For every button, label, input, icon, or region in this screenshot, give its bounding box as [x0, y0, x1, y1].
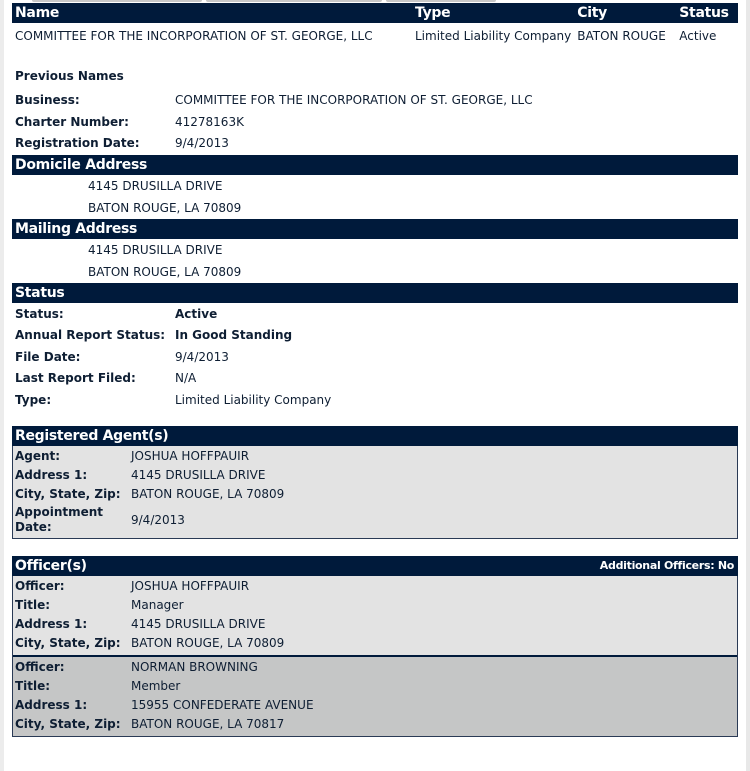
field-label: Title: [15, 598, 51, 612]
mailing-address-header: Mailing Address [12, 219, 738, 239]
field-row [12, 133, 738, 155]
field-row [13, 447, 737, 466]
address-line-2: BATON ROUGE, LA 70809 [88, 264, 242, 279]
field-value: 9/4/2013 [131, 512, 185, 527]
previous-names-title: Previous Names [15, 69, 124, 83]
previous-names-section [12, 90, 738, 155]
field-value: BATON ROUGE, LA 70809 [131, 636, 285, 650]
officer-entry [13, 655, 737, 736]
domicile-address-header: Domicile Address [12, 155, 738, 175]
officers-header [12, 556, 738, 576]
field-row [13, 715, 737, 734]
officers-box [12, 576, 738, 737]
registered-agents-box [12, 446, 738, 539]
field-label: Type: [15, 392, 52, 407]
business-detail-page [4, 0, 746, 771]
column-header-type: Type [412, 3, 574, 23]
field-row [12, 325, 738, 347]
registered-agents-header: Registered Agent(s) [12, 426, 738, 446]
field-row [12, 112, 738, 134]
field-value: 9/4/2013 [175, 136, 229, 150]
field-label: Appointment Date: [15, 505, 104, 534]
cut-off-button[interactable] [386, 0, 496, 2]
field-row [13, 658, 737, 677]
status-value: Active [175, 306, 218, 321]
address-line-2: BATON ROUGE, LA 70809 [88, 200, 242, 215]
field-label: Registration Date: [15, 136, 140, 150]
additional-officers-indicator: Additional Officers: No [599, 559, 734, 572]
officer-name: JOSHUA HOFFPAUIR [131, 579, 250, 593]
address-line-1: 4145 DRUSILLA DRIVE [88, 178, 223, 193]
field-label: City, State, Zip: [15, 636, 121, 650]
field-row [13, 577, 737, 596]
field-value: N/A [175, 371, 197, 385]
annual-report-status-value: In Good Standing [175, 328, 293, 342]
officer-entry [13, 576, 737, 655]
field-row [13, 596, 737, 615]
field-label: Officer: [15, 660, 65, 674]
field-value: COMMITTEE FOR THE INCORPORATION OF ST. GEORGE, LLC [175, 93, 533, 107]
field-row [13, 677, 737, 696]
agent-name: JOSHUA HOFFPAUIR [131, 449, 250, 463]
field-value: BATON ROUGE, LA 70817 [131, 717, 285, 731]
field-label: Status: [15, 306, 64, 321]
field-label: File Date: [15, 349, 81, 364]
status-section [12, 304, 738, 412]
field-value: Limited Liability Company [175, 392, 332, 407]
business-city: BATON ROUGE [577, 29, 666, 43]
field-value: BATON ROUGE, LA 70809 [131, 487, 285, 501]
field-label: Address 1: [15, 468, 88, 482]
field-label: Agent: [15, 449, 61, 463]
address-line-1: 4145 DRUSILLA DRIVE [88, 242, 223, 257]
field-label: Address 1: [15, 617, 88, 631]
search-results-table [12, 3, 738, 43]
domicile-address [12, 175, 738, 219]
field-value: 15955 CONFEDERATE AVENUE [131, 698, 314, 712]
page-border [746, 0, 750, 771]
agent-entry [13, 446, 737, 538]
officers-title: Officer(s) [15, 558, 87, 574]
business-name: COMMITTEE FOR THE INCORPORATION OF ST. GEORGE, LLC [15, 29, 373, 43]
officer-name: NORMAN BROWNING [131, 660, 258, 674]
cut-off-button[interactable] [206, 0, 382, 2]
field-row [13, 634, 737, 653]
cut-off-button[interactable] [32, 0, 202, 2]
field-label: Last Report Filed: [15, 371, 136, 385]
column-header-status: Status [676, 3, 738, 23]
field-label: Title: [15, 679, 51, 693]
field-row [12, 390, 738, 412]
field-label: Charter Number: [15, 114, 129, 129]
field-label: City, State, Zip: [15, 717, 121, 731]
business-type: Limited Liability Company [415, 29, 572, 43]
field-row [12, 368, 738, 390]
field-row [13, 466, 737, 485]
mailing-address [12, 239, 738, 283]
field-row [12, 304, 738, 326]
column-header-name: Name [12, 3, 412, 23]
field-label: Business: [15, 93, 80, 107]
officer-title: Member [131, 679, 181, 693]
field-label: Officer: [15, 579, 65, 593]
business-status: Active [679, 29, 717, 43]
field-row [13, 485, 737, 504]
field-row [13, 696, 737, 715]
table-row [12, 23, 738, 43]
field-value: 4145 DRUSILLA DRIVE [131, 468, 266, 482]
field-label: Address 1: [15, 698, 88, 712]
field-value: 9/4/2013 [175, 349, 229, 364]
column-header-city: City [574, 3, 676, 23]
field-row [12, 90, 738, 112]
officer-title: Manager [131, 598, 184, 612]
field-label: City, State, Zip: [15, 487, 121, 501]
field-row [13, 504, 737, 536]
field-value: 4145 DRUSILLA DRIVE [131, 617, 266, 631]
field-row [12, 347, 738, 369]
field-value: 41278163K [175, 114, 244, 129]
status-header: Status [12, 283, 738, 303]
field-label: Annual Report Status: [15, 328, 166, 342]
field-row [13, 615, 737, 634]
